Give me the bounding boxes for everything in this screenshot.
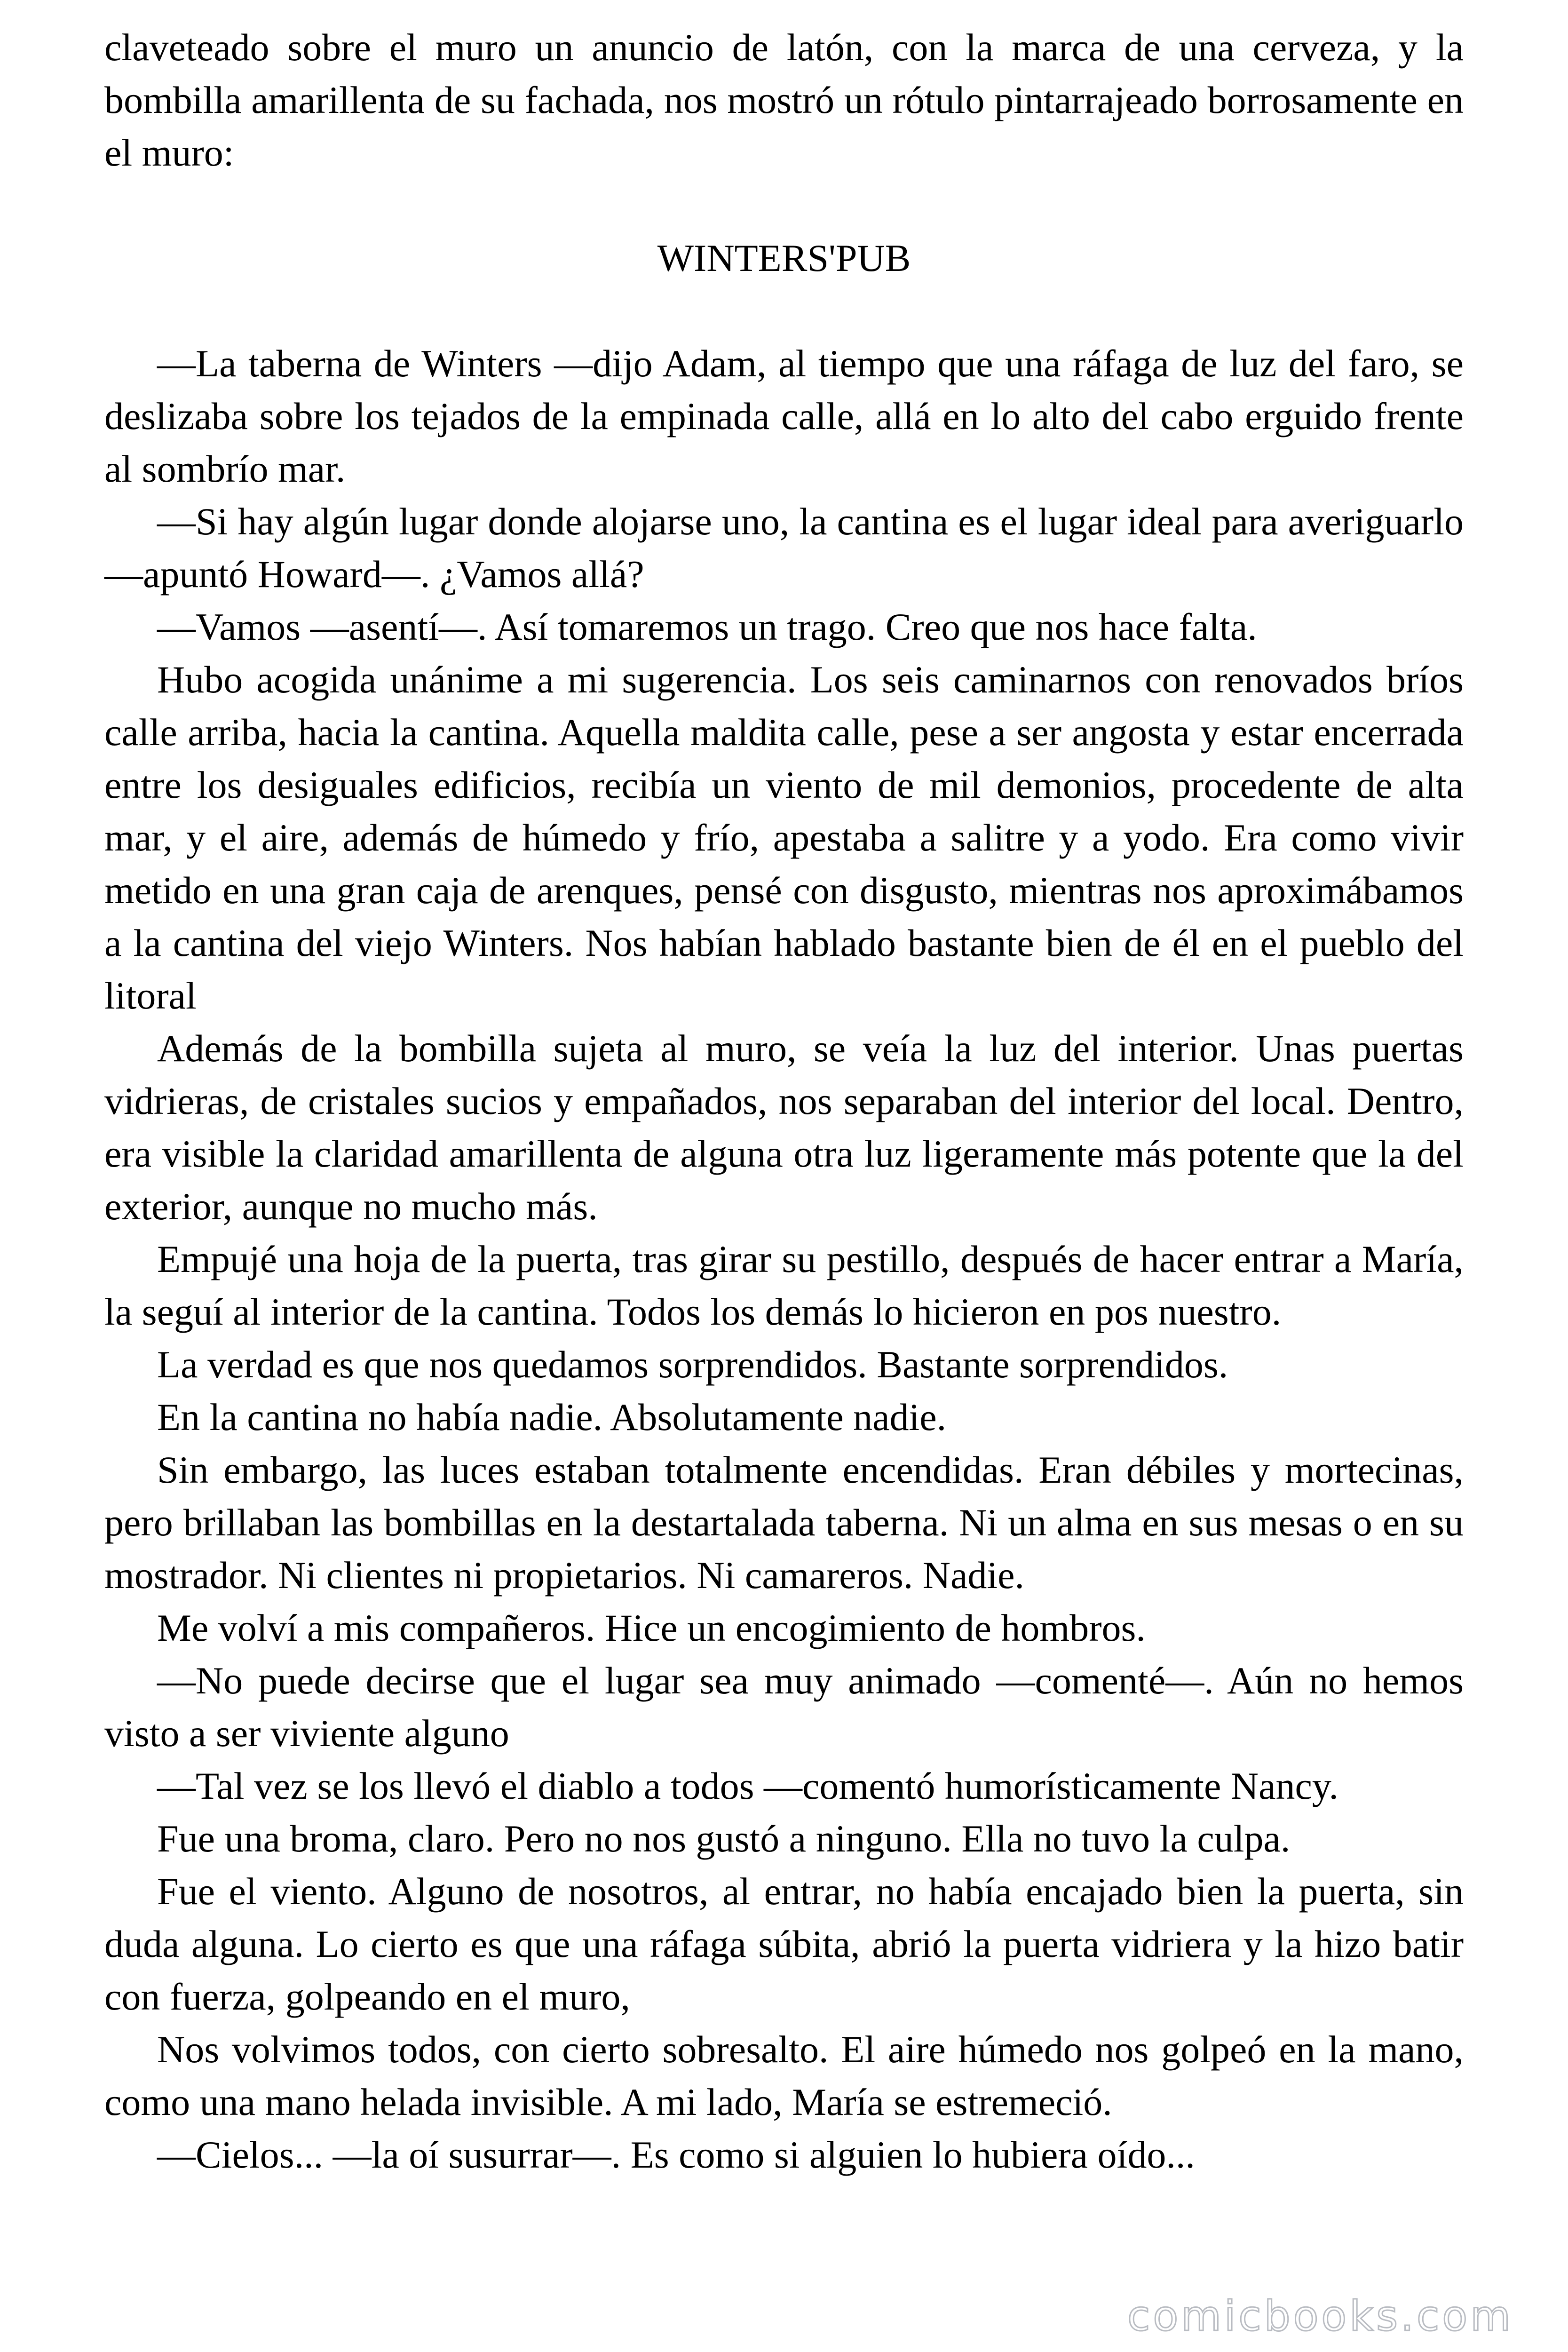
paragraph: Me volví a mis compañeros. Hice un encogimiento de hombros. [157, 1606, 1146, 1649]
paragraph-continued: claveteado sobre el muro un anuncio de latón, con la marca de una cerveza, y la bombilla amarillenta de su fachada, nos mostró un rótulo pintarrajeado borrosamente en el muro: [104, 26, 1464, 174]
paragraph: Empujé una hoja de la puerta, tras girar su pestillo, después de hacer entrar a María, la seguí al interior de la cantina. Todos los demás lo hicieron en pos nuestro. [104, 1238, 1464, 1333]
paragraph: La verdad es que nos quedamos sorprendidos. Bastante sorprendidos. [157, 1343, 1228, 1386]
paragraph: Sin embargo, las luces estaban totalmente encendidas. Eran débiles y mortecinas, pero brillaban las bombillas en la destartalada taberna. Ni un alma en sus mesas o en su mostrador. Ni clientes ni propietarios. Ni camareros. Nadie. [104, 1448, 1464, 1597]
paragraph: —Tal vez se los llevó el diablo a todos —comentó humorísticamente Nancy. [157, 1764, 1339, 1807]
paragraph: Nos volvimos todos, con cierto sobresalto. El aire húmedo nos golpeó en la mano, como una mano helada invisible. A mi lado, María se estremeció. [104, 2028, 1464, 2123]
watermark-text: comicbooks.com [1127, 2292, 1513, 2340]
paragraph: —No puede decirse que el lugar sea muy animado —comenté—. Aún no hemos visto a ser viviente alguno [104, 1659, 1464, 1755]
body-text [104, 21, 1464, 2181]
paragraph: —Cielos... —la oí susurrar—. Es como si alguien lo hubiera oído... [157, 2133, 1195, 2176]
pub-sign-text: WINTERS'PUB [657, 237, 911, 279]
paragraph: —La taberna de Winters —dijo Adam, al tiempo que una ráfaga de luz del faro, se deslizaba sobre los tejados de la empinada calle, allá en lo alto del cabo erguido frente al sombrío mar. [104, 342, 1464, 490]
paragraph: —Si hay algún lugar donde alojarse uno, la cantina es el lugar ideal para averiguarlo —apuntó Howard—. ¿Vamos allá? [104, 500, 1464, 596]
paragraph: Además de la bombilla sujeta al muro, se veía la luz del interior. Unas puertas vidrieras, de cristales sucios y empañados, nos separaban del interior del local. Dentro, era visible la claridad amarillenta de alguna otra luz ligeramente más potente que la del exterior, aunque no mucho más. [104, 1027, 1464, 1228]
paragraph: En la cantina no había nadie. Absolutamente nadie. [157, 1396, 947, 1438]
paragraph: —Vamos —asentí—. Así tomaremos un trago. Creo que nos hace falta. [157, 605, 1257, 648]
paragraph: Fue una broma, claro. Pero no nos gustó a ninguno. Ella no tuvo la culpa. [157, 1817, 1291, 1860]
paragraph: Hubo acogida unánime a mi sugerencia. Los seis caminarnos con renovados bríos calle arriba, hacia la cantina. Aquella maldita calle, pese a ser angosta y estar encerrada entre los desiguales edificios, recibía un viento de mil demonios, procedente de alta mar, y el aire, además de húmedo y frío, apestaba a salitre y a yodo. Era como vivir metido en una gran caja de arenques, pensé con disgusto, mientras nos aproximábamos a la cantina del viejo Winters. Nos habían hablado bastante bien de él en el pueblo del litoral [104, 658, 1464, 1017]
paragraph: Fue el viento. Alguno de nosotros, al entrar, no había encajado bien la puerta, sin duda alguna. Lo cierto es que una ráfaga súbita, abrió la puerta vidriera y la hizo batir con fuerza, golpeando en el muro, [104, 1870, 1464, 2018]
